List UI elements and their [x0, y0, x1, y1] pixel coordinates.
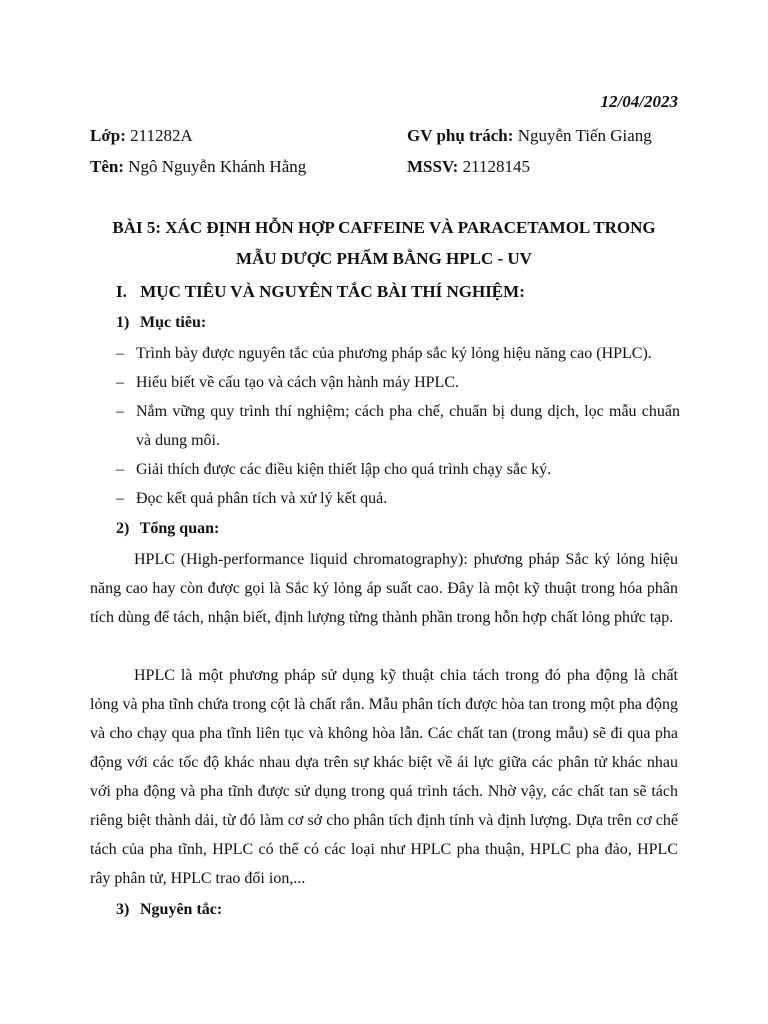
teacher-value: Nguyễn Tiến Giang — [517, 126, 652, 145]
id-value: 21128145 — [462, 157, 530, 176]
objective-item: – Trình bày được nguyên tắc của phương pháp sắc ký lỏng hiệu năng cao (HPLC). — [116, 339, 680, 368]
subsection-1-number: 1) — [116, 314, 130, 331]
section-1-number: I. — [116, 282, 127, 301]
overview-paragraph-2: HPLC là một phương pháp sử dụng kỹ thuật chia tách trong đó pha động là chất lỏng và pha tĩnh chứa trong cột là chất rắn. Mẫu phân tích được hòa tan trong một pha động và cho chạy qua pha tĩnh liên tục và không hòa lẫn. Các chất tan (trong mẫu) sẽ đi qua pha động với các tốc độ khác nhau dựa trên sự khác biệt về ái lực giữa các phân tử khác nhau với pha động và pha tĩnh được sử dụng trong quá trình tách. Nhờ vậy, các chất tan sẽ tách riêng biệt thành dải, từ đó làm cơ sở cho phân tích định tính và định lượng. Dựa trên cơ chế tách của pha tĩnh, HPLC có thể có các loại như HPLC pha thuận, HPLC pha đảo, HPLC rây phân tử, HPLC trao đổi ion,... — [90, 667, 678, 887]
objective-item: – Giải thích được các điều kiện thiết lập cho quá trình chạy sắc ký. — [116, 455, 680, 484]
objective-item: – Nắm vững quy trình thí nghiệm; cách pha chế, chuẩn bị dung dịch, lọc mẫu chuẩn và dung môi. — [116, 397, 680, 455]
dash-bullet: – — [116, 374, 124, 391]
name-value: Ngô Nguyễn Khánh Hằng — [128, 157, 307, 176]
teacher-info — [407, 126, 652, 146]
subsection-3-title: Nguyên tắc: — [140, 901, 223, 918]
name-label: Tên: — [90, 157, 124, 176]
title-line-2: MẪU DƯỢC PHẨM BẰNG HPLC - UV — [236, 249, 532, 268]
title-line-1: BÀI 5: XÁC ĐỊNH HỖN HỢP CAFFEINE VÀ PARACETAMOL TRONG — [112, 218, 656, 237]
dash-bullet: – — [116, 345, 124, 362]
dash-bullet: – — [116, 461, 124, 478]
student-id-info — [407, 157, 530, 177]
subsection-1-title: Mục tiêu: — [140, 314, 207, 331]
subsection-2-number: 2) — [116, 520, 130, 537]
subsection-3-heading — [116, 901, 222, 919]
class-value: 211282A — [130, 126, 193, 145]
class-label: Lớp: — [90, 126, 126, 145]
dash-bullet: – — [116, 490, 124, 507]
student-name-info — [90, 157, 306, 177]
overview-paragraph-1: HPLC (High-performance liquid chromatography): phương pháp Sắc ký lỏng hiệu năng cao hay còn được gọi là Sắc ký lỏng áp suất cao. Đây là một kỹ thuật trong hóa phân tích dùng để tách, nhận biết, định lượng từng thành phần trong hỗn hợp chất lỏng phức tạp. — [90, 551, 678, 626]
objective-item: – Hiểu biết về cấu tạo và cách vận hành máy HPLC. — [116, 368, 680, 397]
teacher-label: GV phụ trách: — [407, 126, 514, 145]
class-info — [90, 126, 193, 146]
objective-item: – Đọc kết quả phân tích và xử lý kết quả. — [116, 484, 680, 513]
subsection-3-number: 3) — [116, 901, 130, 918]
id-label: MSSV: — [407, 157, 459, 176]
section-1-title: MỤC TIÊU VÀ NGUYÊN TẮC BÀI THÍ NGHIỆM: — [140, 282, 525, 301]
subsection-2-heading — [116, 520, 219, 538]
subsection-1-heading — [116, 314, 206, 332]
subsection-2-title: Tổng quan: — [139, 520, 220, 537]
dash-bullet: – — [116, 403, 124, 420]
document-date: 12/04/2023 — [600, 92, 678, 111]
section-1-heading — [116, 282, 525, 302]
